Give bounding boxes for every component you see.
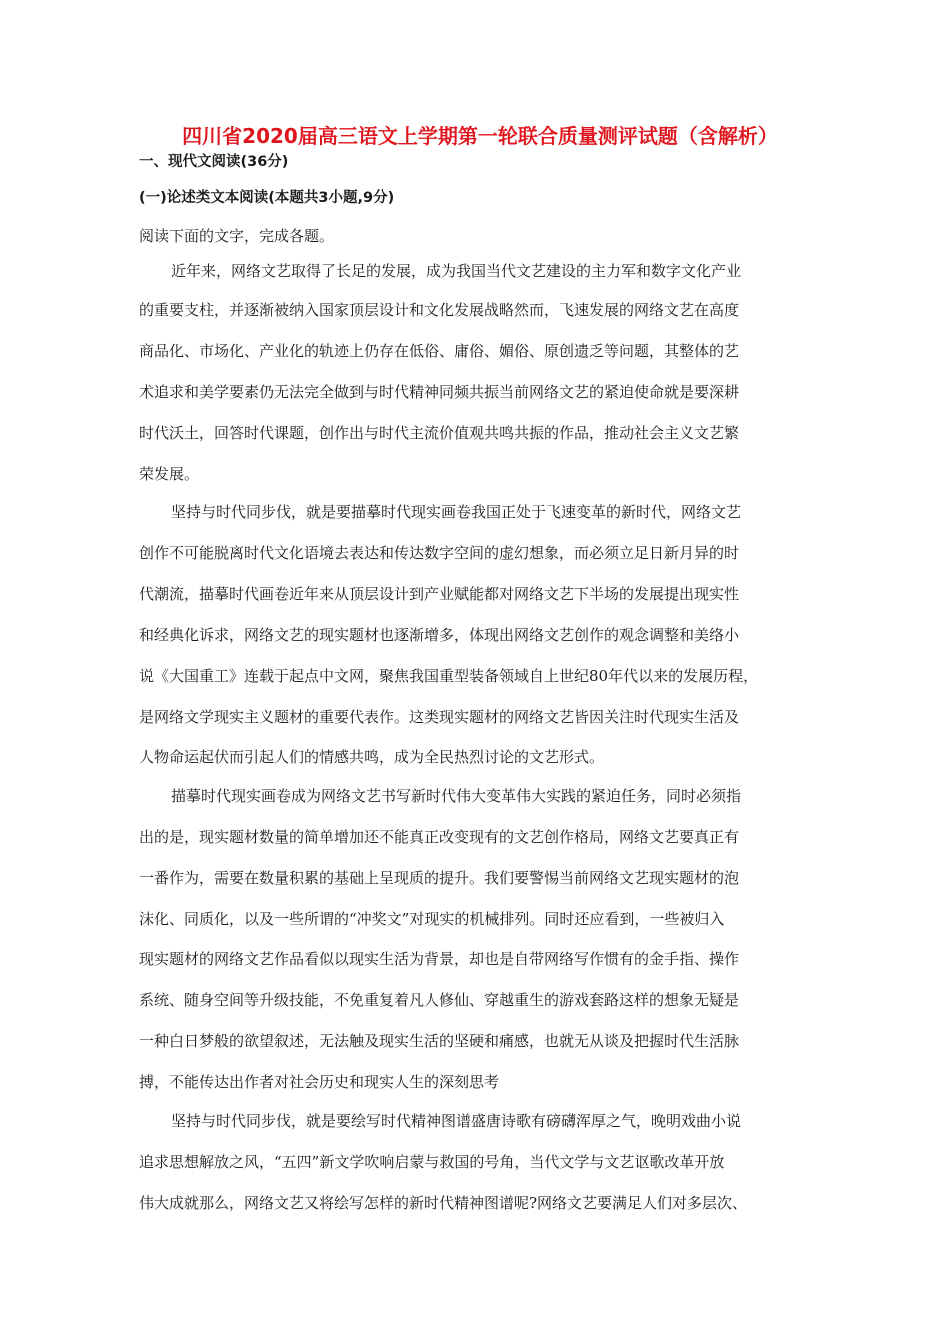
paragraph-line: 搏，不能传达出作者对社会历史和现实人生的深刻思考: [139, 1073, 500, 1091]
paragraph-line: 坚持与时代同步伐，就是要描摹时代现实画卷我国正处于飞速变革的新时代，网络文艺: [171, 503, 742, 521]
paragraph-line: 坚持与时代同步伐，就是要绘写时代精神图谱盛唐诗歌有磅礴浑厚之气，晚明戏曲小说: [171, 1112, 742, 1130]
paragraph-line: 荣发展。: [139, 465, 200, 483]
paragraph-line: 近年来，网络文艺取得了长足的发展，成为我国当代文艺建设的主力军和数字文化产业: [171, 262, 742, 280]
paragraph-line: 术追求和美学要素仍无法完全做到与时代精神同频共振当前网络文艺的紧迫使命就是要深耕: [139, 383, 740, 401]
paragraph-line: 现实题材的网络文艺作品看似以现实生活为背景，却也是自带网络写作惯有的金手指、操作: [139, 950, 740, 968]
paragraph-line: 系统、随身空间等升级技能，不免重复着凡人修仙、穿越重生的游戏套路这样的想象无疑是: [139, 991, 740, 1009]
paragraph-line: 描摹时代现实画卷成为网络文艺书写新时代伟大变革伟大实践的紧迫任务，同时必须指: [171, 787, 742, 805]
reading-instruction: 阅读下面的文字，完成各题。: [139, 227, 335, 245]
paragraph-line: 一种白日梦般的欲望叙述，无法触及现实生活的坚硬和痛感，也就无从谈及把握时代生活脉: [139, 1032, 740, 1050]
paragraph-line: 时代沃土，回答时代课题，创作出与时代主流价值观共鸣共振的作品，推动社会主义文艺繁: [139, 424, 740, 442]
paragraph-line: 伟大成就那么，网络文艺又将绘写怎样的新时代精神图谱呢?网络文艺要满足人们对多层次、: [139, 1194, 748, 1212]
paragraph-line: 一番作为，需要在数量积累的基础上呈现质的提升。我们要警惕当前网络文艺现实题材的泡: [139, 869, 740, 887]
section-heading: 一、现代文阅读(36分): [139, 154, 289, 170]
paragraph-line: 沫化、同质化，以及一些所谓的“冲奖文”对现实的机械排列。同时还应看到，一些被归入: [139, 910, 725, 928]
paragraph-line: 出的是，现实题材数量的简单增加还不能真正改变现有的文艺创作格局，网络文艺要真正有: [139, 828, 740, 846]
paragraph-line: 追求思想解放之风，“五四”新文学吹响启蒙与救国的号角，当代文学与文艺讴歌改革开放: [139, 1153, 725, 1171]
paragraph-line: 商品化、市场化、产业化的轨迹上仍存在低俗、庸俗、媚俗、原创遗乏等问题，其整体的艺: [139, 342, 740, 360]
paragraph-line: 说《大国重工》连载于起点中文网，聚焦我国重型装备领域自上世纪80年代以来的发展历程，: [139, 667, 759, 685]
paragraph-line: 人物命运起伏而引起人们的情感共鸣，成为全民热烈讨论的文艺形式。: [139, 748, 605, 766]
document-title: 四川省2020届高三语文上学期第一轮联合质量测评试题（含解析）: [182, 124, 778, 148]
paragraph-line: 代潮流，描摹时代画卷近年来从顶层设计到产业赋能都对网络文艺下半场的发展提出现实性: [139, 585, 740, 603]
subsection-heading: (一)论述类文本阅读(本题共3小题,9分): [139, 190, 395, 206]
paragraph-line: 和经典化诉求，网络文艺的现实题材也逐渐增多，体现出网络文艺创作的观念调整和美络小: [139, 626, 740, 644]
paragraph-line: 的重要支柱，并逐渐被纳入国家顶层设计和文化发展战略然而，飞速发展的网络文艺在高度: [139, 301, 740, 319]
paragraph-line: 是网络文学现实主义题材的重要代表作。这类现实题材的网络文艺皆因关注时代现实生活及: [139, 708, 740, 726]
paragraph-line: 创作不可能脱离时代文化语境去表达和传达数字空间的虚幻想象，而必须立足日新月异的时: [139, 544, 740, 562]
